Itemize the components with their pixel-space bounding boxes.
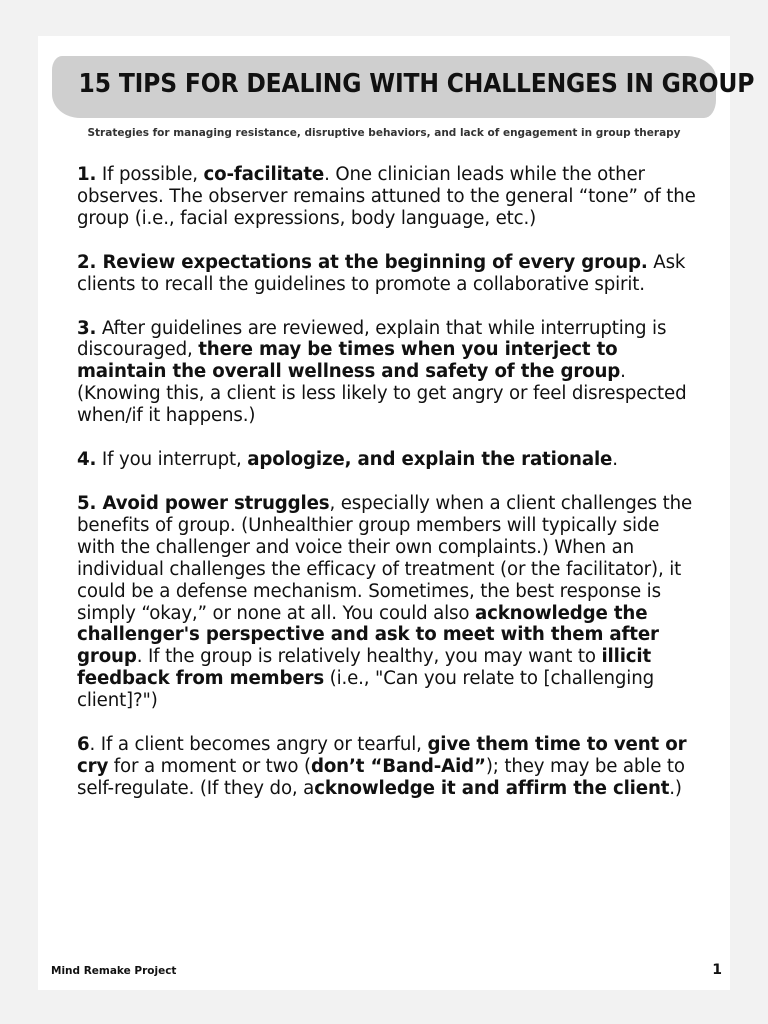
tip-bold-text: 6 [77, 734, 90, 756]
page-title: 15 TIPS FOR DEALING WITH CHALLENGES IN GROUP [78, 69, 755, 99]
tip-bold-text: give them time to vent or cry [77, 734, 687, 777]
tips-list [77, 164, 701, 822]
tip-bold-text: apologize, and explain the rationale [247, 449, 613, 471]
footer-brand: Mind Remake Project [51, 965, 177, 977]
tip-5 [77, 493, 701, 712]
tip-bold-text: don’t “Band-Aid” [310, 755, 486, 777]
tip-text: , especially when a client challenges the benefits of group. (Unhealthier group members will typically side with the challenger and voice their own complaints.) When an individual challenges the efficacy of treatment (or the facilitator), it could be a defense mechanism. Sometimes, the best response is simply “okay,” or none at all. You could also [77, 492, 693, 624]
tip-4 [77, 449, 701, 471]
tip-text: . If the group is relatively healthy, you may want to [136, 646, 602, 668]
tip-text: If you interrupt, [96, 449, 248, 471]
tip-text: . One clinician leads while the other observes. The observer remains attuned to the general “tone” of the group (i.e., facial expressions, body language, etc.) [77, 164, 696, 229]
tip-text: . (Knowing this, a client is less likely to get angry or feel disrespected when/if it happens.) [77, 361, 687, 427]
tip-bold-text: illicit feedback from members [77, 646, 652, 690]
tip-text: . [612, 449, 618, 471]
tip-bold-text: 3. [77, 317, 97, 339]
tip-text: ); they may be able to self-regulate. (If they do, a [77, 755, 685, 799]
tip-1 [77, 164, 701, 230]
tip-bold-text: cknowledge it and affirm the client [314, 777, 670, 799]
document-page [38, 36, 755, 990]
tip-text: (i.e., "Can you relate to [challenging client]?") [77, 668, 654, 712]
tip-text: for a moment or two ( [108, 755, 311, 777]
tip-text: After guidelines are reviewed, explain that while interrupting is discouraged, [77, 317, 667, 361]
tip-text: Ask clients to recall the guidelines to promote a collaborative spirit. [77, 251, 686, 295]
tip-bold-text: 2. Review expectations at the beginning of every group. [77, 251, 648, 273]
tip-bold-text: acknowledge the challenger's perspective and ask to meet with them after group [77, 602, 659, 668]
tip-text: .) [669, 777, 682, 799]
tip-2 [77, 252, 701, 296]
tip-6 [77, 734, 701, 800]
tip-bold-text: there may be times when you interject to maintain the overall wellness and safety of the group [77, 339, 621, 383]
tip-bold-text: 4. [77, 449, 97, 471]
tip-text: If possible, [96, 164, 204, 185]
page-number: 1 [712, 962, 722, 978]
tip-text: . If a client becomes angry or tearful, [89, 734, 428, 756]
tip-3 [77, 318, 701, 428]
tip-bold-text: 1. [77, 164, 97, 185]
page-subtitle: Strategies for managing resistance, disruptive behaviors, and lack of engagement in group therapy [87, 127, 681, 139]
tip-bold-text: co-facilitate [203, 164, 325, 185]
tip-bold-text: 5. Avoid power struggles [77, 492, 330, 514]
